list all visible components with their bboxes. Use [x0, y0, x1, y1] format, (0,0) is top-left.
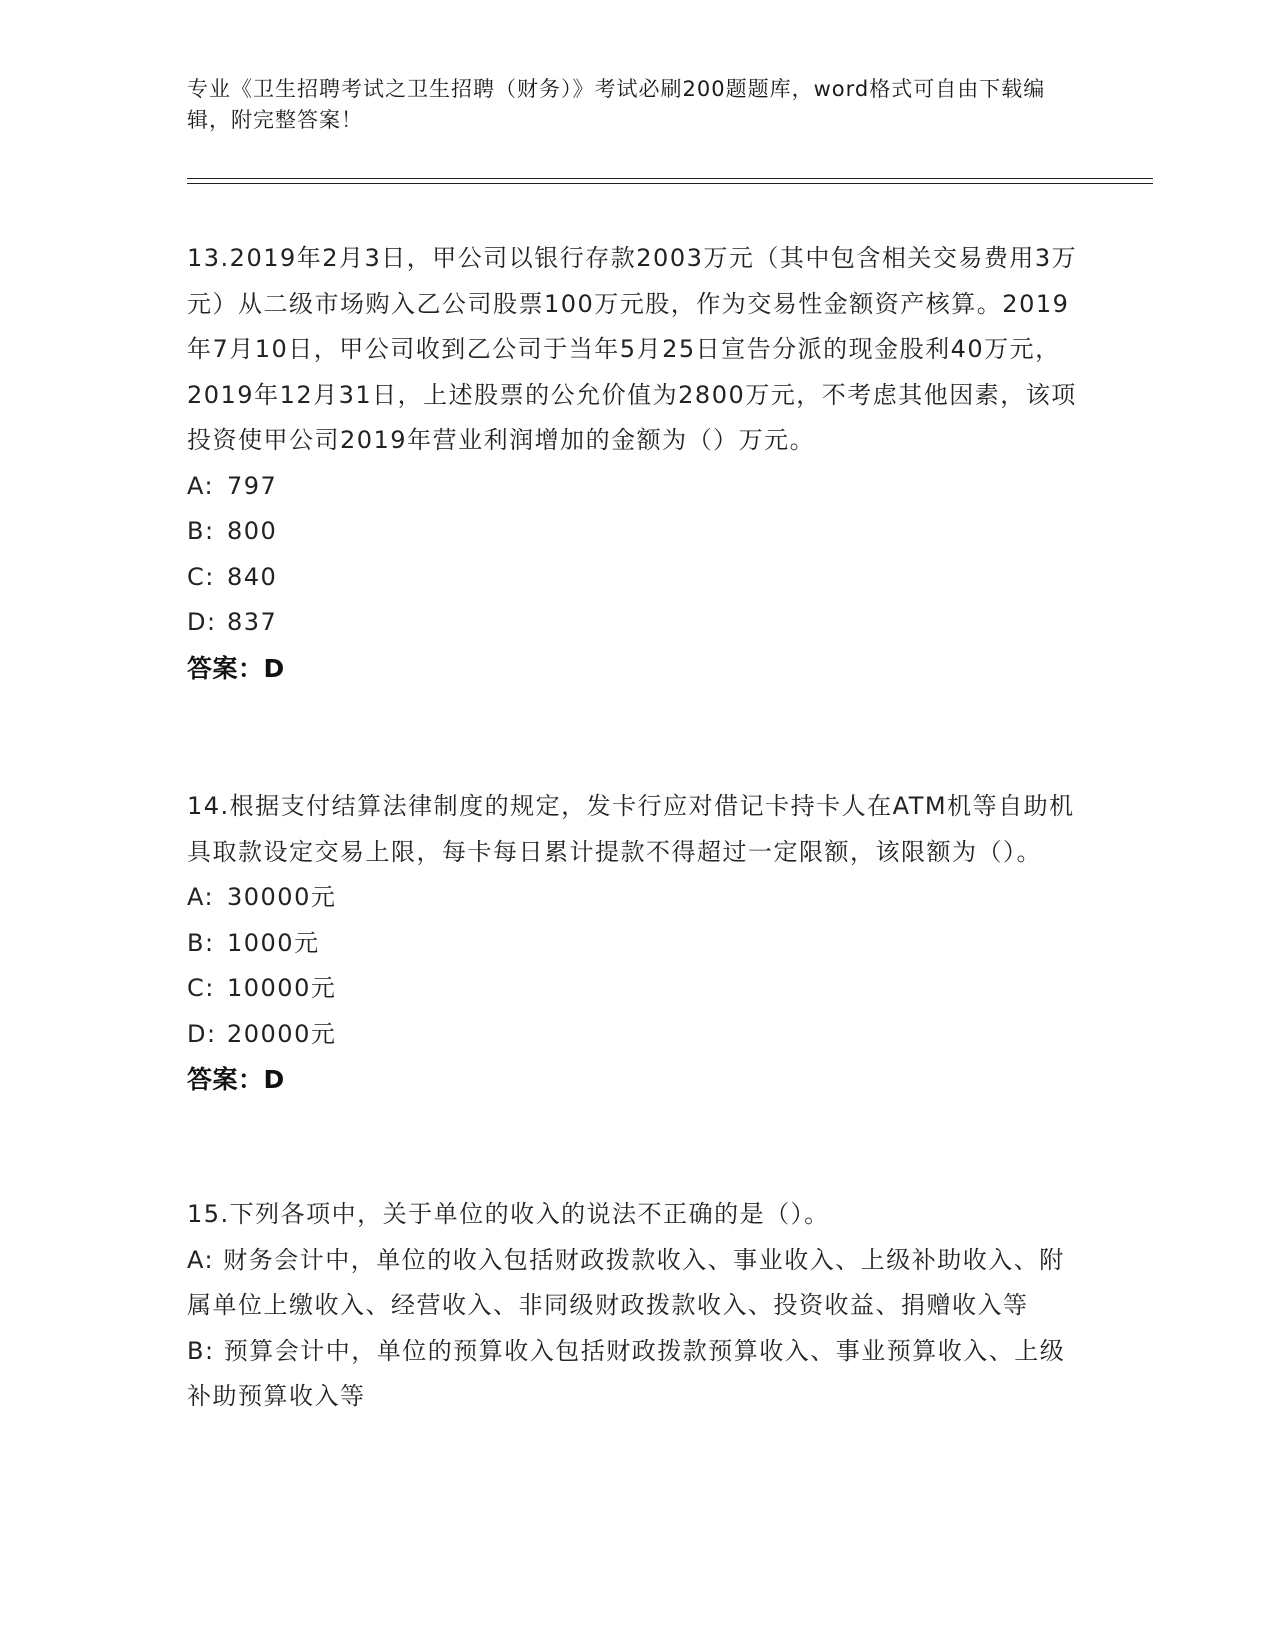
- option-text: 财务会计中，单位的收入包括财政拨款收入、事业收入、上级补助收入、附属单位上缴收入、经营收入、非同级财政拨款收入、投资收益、捐赠收入等: [187, 1245, 1065, 1319]
- option-c: [187, 966, 1087, 1012]
- option-a: [187, 1238, 1087, 1329]
- option-text: 840: [227, 562, 278, 591]
- option-a: [187, 875, 1087, 921]
- header-rule-top: [187, 178, 1153, 179]
- option-d: [187, 1012, 1087, 1058]
- question-15: [187, 1192, 1087, 1420]
- option-c: [187, 555, 1087, 601]
- option-letter: B:: [187, 517, 215, 545]
- option-letter: D:: [187, 1019, 217, 1048]
- option-text: 20000元: [227, 1019, 337, 1048]
- option-letter: A:: [187, 1245, 215, 1274]
- document-header: 专业《卫生招聘考试之卫生招聘（财务）》考试必刷200题题库，word格式可自由下载编辑，附完整答案！: [187, 77, 1046, 132]
- option-letter: C:: [187, 562, 215, 591]
- option-letter: B:: [187, 1336, 215, 1365]
- question-stem: 15.下列各项中，关于单位的收入的说法不正确的是（）。: [187, 1200, 830, 1228]
- option-a: [187, 464, 1087, 510]
- question-14: [187, 784, 1087, 1103]
- option-text: 800: [227, 517, 278, 545]
- option-b: [187, 1329, 1087, 1420]
- option-text: 预算会计中，单位的预算收入包括财政拨款预算收入、事业预算收入、上级补助预算收入等: [187, 1336, 1066, 1410]
- option-text: 797: [227, 471, 278, 500]
- option-text: 30000元: [227, 883, 337, 911]
- option-b: [187, 921, 1087, 967]
- option-text: 1000元: [227, 928, 320, 957]
- option-d: [187, 600, 1087, 646]
- question-stem: 14.根据支付结算法律制度的规定，发卡行应对借记卡持卡人在ATM机等自助机具取款设定交易上限，每卡每日累计提款不得超过一定限额，该限额为（）。: [187, 792, 1075, 866]
- option-letter: A:: [187, 883, 215, 911]
- option-letter: B:: [187, 928, 215, 957]
- question-13: [187, 236, 1087, 691]
- option-letter: A:: [187, 471, 215, 500]
- option-letter: C:: [187, 974, 215, 1002]
- option-text: 837: [227, 608, 278, 636]
- answer-line: 答案：D: [187, 1065, 285, 1094]
- option-b: [187, 509, 1087, 555]
- answer-line: 答案：D: [187, 653, 285, 683]
- header-rule-bottom: [187, 183, 1153, 184]
- option-letter: D:: [187, 608, 217, 636]
- question-stem: 13.2019年2月3日，甲公司以银行存款2003万元（其中包含相关交易费用3万元）从二级市场购入乙公司股票100万元股，作为交易性金额资产核算。2019年7月10日，甲公司收到乙公司于当年5月25日宣告分派的现金股利40万元，2019年12月31日，上述股票的公允价值为2800万元，不考虑其他因素，该项投资使甲公司2019年营业利润增加的金额为（）万元。: [187, 244, 1078, 454]
- option-text: 10000元: [227, 974, 337, 1002]
